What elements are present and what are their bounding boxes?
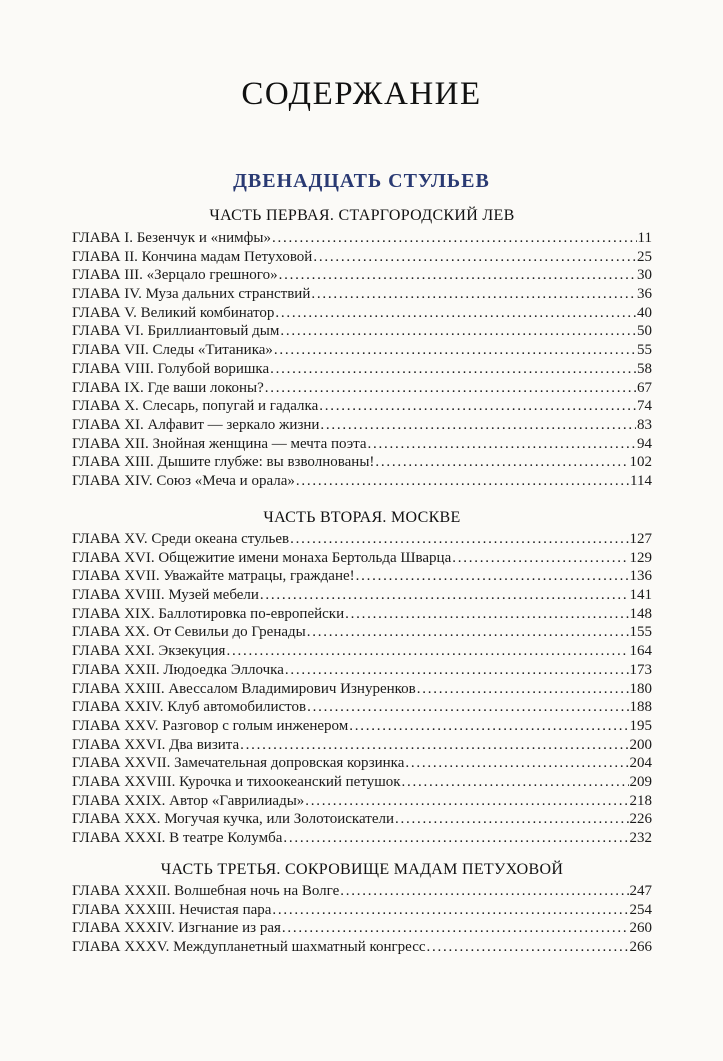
page-number: 50 (637, 323, 652, 340)
chapter-title: ГЛАВА VIII. Голубой воришка (72, 360, 270, 377)
chapter-title: ГЛАВА XIV. Союз «Меча и орала» (72, 472, 295, 489)
chapter-title: ГЛАВА XXXIV. Изгнание из рая (72, 920, 281, 937)
dot-leader (226, 642, 628, 661)
chapter-title: ГЛАВА IV. Муза дальних странствий (72, 286, 311, 303)
chapter-title: ГЛАВА XIX. Баллотировка по-европейски (72, 605, 345, 622)
book-title: ДВЕНАДЦАТЬ СТУЛЬЕВ (233, 170, 490, 192)
page-number: 200 (629, 736, 652, 753)
dot-leader (272, 901, 628, 920)
dot-leader (320, 416, 636, 435)
toc-part-2 (72, 530, 652, 848)
chapter-title: ГЛАВА XXVIII. Курочка и тихоокеанский петушок (72, 773, 401, 790)
dot-leader (313, 248, 636, 267)
dot-leader (274, 341, 636, 360)
chapter-title: ГЛАВА XXXII. Волшебная ночь на Волге (72, 883, 340, 899)
dot-leader (279, 266, 636, 285)
dot-leader (275, 304, 636, 323)
dot-leader (395, 810, 629, 829)
chapter-title: ГЛАВА XIII. Дышите глубже: вы взволнованы! (72, 454, 375, 471)
dot-leader (311, 285, 636, 304)
chapter-title: ГЛАВА IX. Где ваши локоны? (72, 379, 264, 396)
dot-leader (307, 698, 628, 717)
toc-entry (72, 397, 652, 416)
chapter-title: ГЛАВА XVI. Общежитие имени монаха Бертольда Шварца (72, 549, 452, 566)
page-number: 188 (629, 699, 652, 716)
chapter-title: ГЛАВА III. «Зерцало грешного» (72, 267, 278, 284)
chapter-title: ГЛАВА XXV. Разговор с голым инженером (72, 717, 349, 734)
page-number: 195 (629, 717, 652, 734)
chapter-title: ГЛАВА XX. От Севильи до Гренады (72, 624, 306, 641)
dot-leader (260, 586, 629, 605)
dot-leader (270, 360, 636, 379)
toc-entry (72, 792, 652, 811)
dot-leader (356, 567, 629, 586)
dot-leader (405, 754, 628, 773)
toc-entry (72, 829, 652, 848)
page-number: 40 (637, 304, 652, 321)
dot-leader (319, 397, 636, 416)
dot-leader (345, 605, 628, 624)
toc-entry (72, 938, 652, 957)
page-number: 25 (637, 248, 652, 265)
toc-entry (72, 717, 652, 736)
toc-entry (72, 549, 652, 568)
page-number: 67 (637, 379, 652, 396)
chapter-title: ГЛАВА XVII. Уважайте матрацы, граждане! (72, 568, 355, 585)
chapter-title: ГЛАВА II. Кончина мадам Петуховой (72, 248, 313, 265)
toc-part-3 (72, 882, 652, 957)
page-number: 204 (629, 755, 652, 772)
page-number: 254 (629, 901, 652, 918)
chapter-title: ГЛАВА XXX. Могучая кучка, или Золотоискатели (72, 811, 394, 828)
toc-entry (72, 285, 652, 304)
part-heading-3: ЧАСТЬ ТРЕТЬЯ. СОКРОВИЩЕ МАДАМ ПЕТУХОВОЙ (160, 861, 564, 878)
toc-entry (72, 567, 652, 586)
page-number: 260 (629, 920, 652, 937)
toc-entry (72, 680, 652, 699)
toc-entry (72, 304, 652, 323)
toc-entry (72, 472, 652, 491)
chapter-title: ГЛАВА XXIV. Клуб автомобилистов (72, 699, 307, 716)
toc-entry (72, 901, 652, 920)
page-number: 74 (637, 398, 652, 415)
page-number: 30 (637, 267, 652, 284)
toc-entry (72, 266, 652, 285)
page-number: 83 (637, 416, 652, 433)
toc-entry (72, 810, 652, 829)
chapter-title: ГЛАВА VII. Следы «Титаника» (72, 342, 273, 359)
toc-entry (72, 530, 652, 549)
toc-part-1 (72, 229, 652, 491)
dot-leader (307, 623, 629, 642)
toc-entry (72, 379, 652, 398)
chapter-title: ГЛАВА XXXV. Междупланетный шахматный конгресс (72, 939, 426, 956)
page-number: 58 (637, 360, 652, 377)
page-number: 247 (629, 883, 652, 899)
chapter-title: ГЛАВА XXIII. Авессалом Владимирович Изнуренков (72, 680, 416, 697)
page-number: 266 (629, 939, 652, 956)
toc-entry (72, 661, 652, 680)
chapter-title: ГЛАВА I. Безенчук и «нимфы» (72, 230, 271, 246)
toc-entry (72, 586, 652, 605)
dot-leader (282, 919, 629, 938)
dot-leader (283, 829, 628, 848)
toc-entry (72, 773, 652, 792)
page-number: 226 (629, 811, 652, 828)
chapter-title: ГЛАВА XXXI. В театре Колумба (72, 830, 283, 846)
dot-leader (285, 661, 629, 680)
toc-entry (72, 341, 652, 360)
page-number: 164 (629, 643, 652, 660)
toc-entry (72, 248, 652, 267)
page-number: 129 (629, 549, 652, 566)
dot-leader (375, 453, 628, 472)
page-number: 218 (629, 792, 652, 809)
toc-entry (72, 360, 652, 379)
chapter-title: ГЛАВА XXXIII. Нечистая пара (72, 901, 272, 918)
dot-leader (368, 435, 636, 454)
chapter-title: ГЛАВА VI. Бриллиантовый дым (72, 323, 280, 340)
page-number: 155 (629, 624, 652, 641)
dot-leader (417, 680, 629, 699)
page-number: 136 (629, 568, 652, 585)
page-number: 232 (629, 830, 652, 846)
chapter-title: ГЛАВА X. Слесарь, попугай и гадалка (72, 398, 319, 415)
toc-entry (72, 435, 652, 454)
toc-entry (72, 322, 652, 341)
dot-leader (240, 736, 628, 755)
part-heading-1: ЧАСТЬ ПЕРВАЯ. СТАРГОРОДСКИЙ ЛЕВ (209, 207, 515, 224)
page-number: 102 (629, 454, 652, 471)
page-number: 94 (637, 435, 652, 452)
page-number: 11 (637, 230, 652, 246)
page-number: 173 (629, 661, 652, 678)
toc-entry (72, 229, 652, 248)
page-number: 141 (629, 587, 652, 604)
page-number: 55 (637, 342, 652, 359)
page-number: 127 (629, 531, 652, 547)
chapter-title: ГЛАВА XV. Среди океана стульев (72, 531, 290, 547)
toc-entry (72, 754, 652, 773)
toc-entry (72, 623, 652, 642)
toc-entry (72, 642, 652, 661)
dot-leader (340, 882, 628, 901)
page-number: 36 (637, 286, 652, 303)
chapter-title: ГЛАВА XXI. Экзекуция (72, 643, 226, 660)
chapter-title: ГЛАВА XVIII. Музей мебели (72, 587, 259, 604)
page-number: 209 (629, 773, 652, 790)
dot-leader (349, 717, 628, 736)
page-title: СОДЕРЖАНИЕ (241, 76, 482, 112)
dot-leader (280, 322, 636, 341)
page-number: 180 (629, 680, 652, 697)
dot-leader (290, 530, 628, 549)
chapter-title: ГЛАВА XXIX. Автор «Гаврилиады» (72, 792, 305, 809)
dot-leader (272, 229, 637, 248)
toc-entry (72, 416, 652, 435)
dot-leader (296, 472, 629, 491)
page-number: 114 (630, 472, 652, 489)
dot-leader (265, 379, 636, 398)
toc-entry (72, 453, 652, 472)
chapter-title: ГЛАВА V. Великий комбинатор (72, 304, 275, 321)
part-heading-2: ЧАСТЬ ВТОРАЯ. МОСКВЕ (263, 509, 461, 526)
dot-leader (452, 549, 628, 568)
chapter-title: ГЛАВА XI. Алфавит — зеркало жизни (72, 416, 320, 433)
toc-entry (72, 605, 652, 624)
toc-entry (72, 698, 652, 717)
dot-leader (427, 938, 629, 957)
chapter-title: ГЛАВА XII. Знойная женщина — мечта поэта (72, 435, 367, 452)
chapter-title: ГЛАВА XXVI. Два визита (72, 736, 240, 753)
dot-leader (402, 773, 629, 792)
toc-entry (72, 882, 652, 901)
chapter-title: ГЛАВА XXVII. Замечательная допровская корзинка (72, 755, 405, 772)
page-number: 148 (629, 605, 652, 622)
dot-leader (305, 792, 628, 811)
toc-entry (72, 736, 652, 755)
chapter-title: ГЛАВА XXII. Людоедка Эллочка (72, 661, 284, 678)
toc-entry (72, 919, 652, 938)
